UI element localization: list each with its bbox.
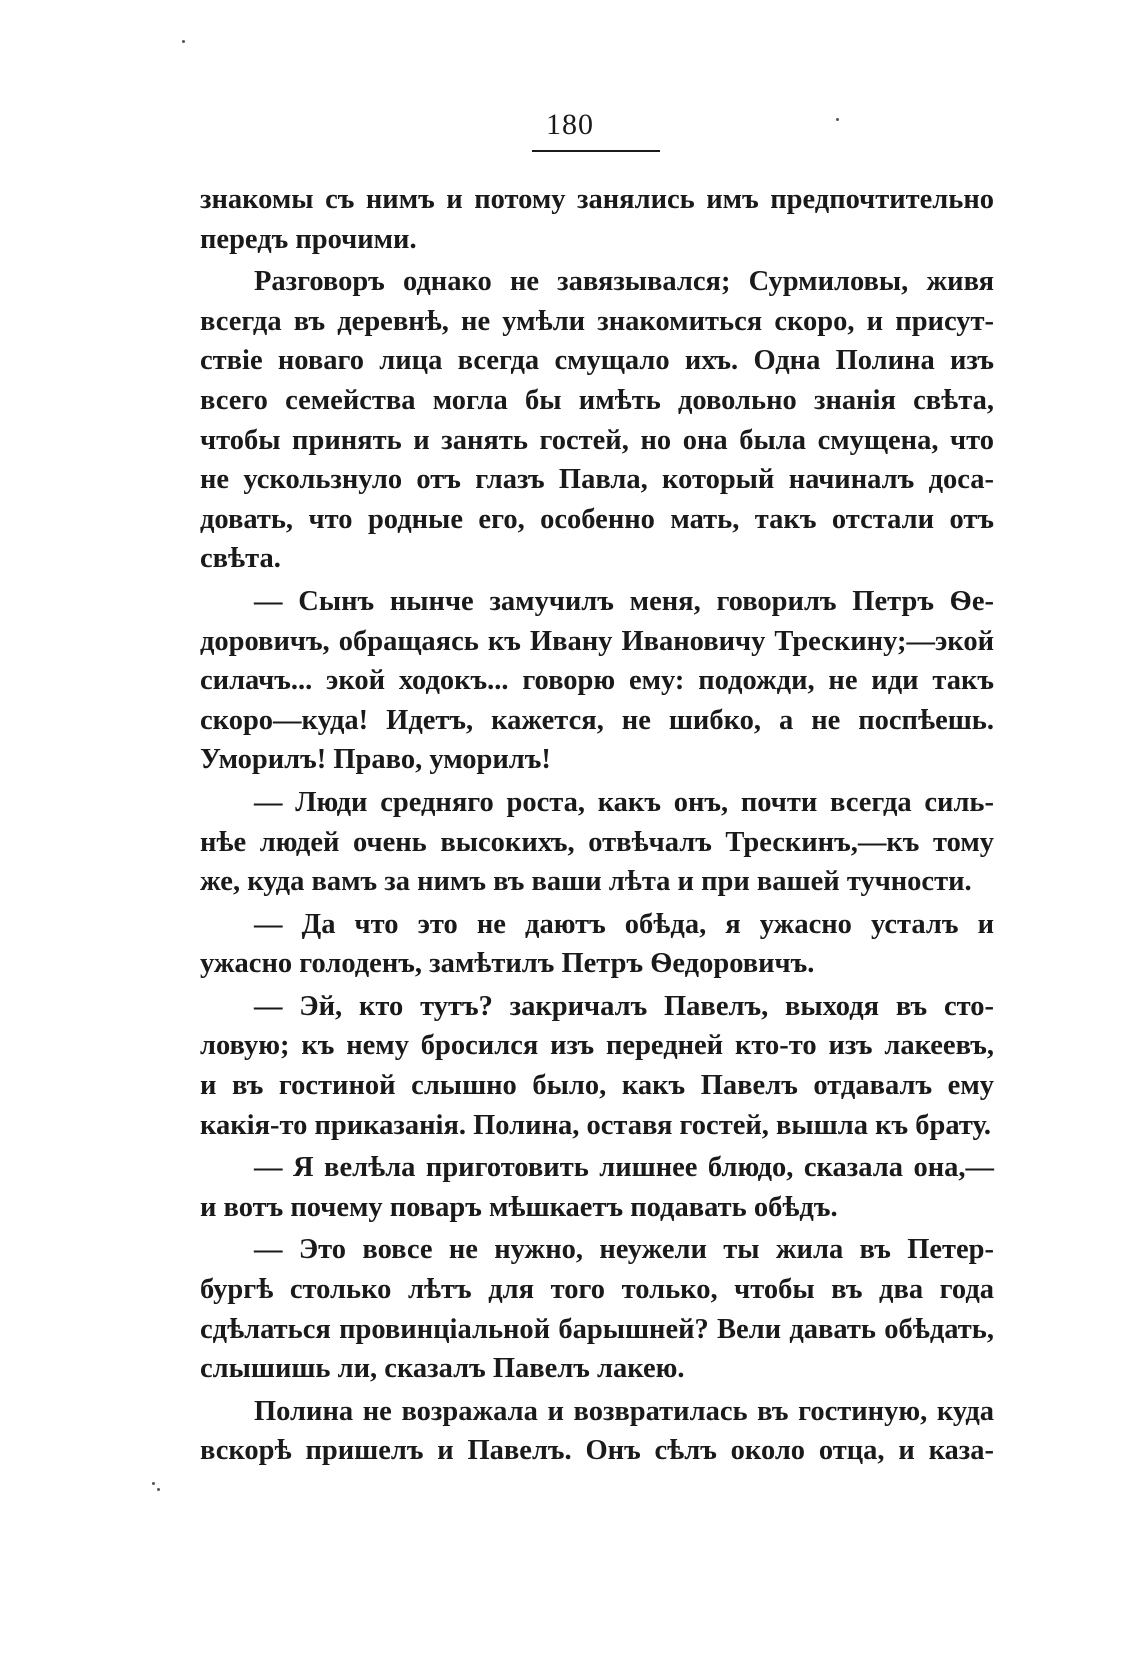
paragraph	[200, 783, 994, 902]
paragraph	[200, 987, 994, 1145]
page-number-rule	[532, 150, 660, 152]
text-line: чтобы принять и занять гостей, но она была смущена, что	[200, 424, 994, 456]
text-line: Разговоръ однако не завязывался; Сурмиловы, живя	[254, 266, 994, 298]
page-number: 180	[546, 108, 594, 141]
scan-speck	[836, 118, 839, 121]
text-line: ствіе новаго лица всегда смущало ихъ. Одна Полина изъ	[200, 345, 994, 377]
text-line: скоро—куда! Идетъ, кажется, не шибко, а не поспѣешь.	[200, 704, 994, 736]
paragraph	[200, 1148, 994, 1227]
text-line: всего семейства могла бы имѣть довольно знанія свѣта,	[200, 384, 994, 416]
text-line: и въ гостиной слышно было, какъ Павелъ отдавалъ ему	[200, 1070, 994, 1102]
text-line: слышишь ли, сказалъ Павелъ лакею.	[200, 1353, 685, 1385]
text-line: довать, что родные его, особенно мать, такъ отстали отъ	[200, 503, 994, 535]
text-line: же, куда вамъ за нимъ въ ваши лѣта и при вашей тучности.	[200, 866, 972, 898]
text-line: знакомы съ нимъ и потому занялись имъ предпочтительно	[200, 184, 994, 215]
text-line: силачъ... экой ходокъ... говорю ему: подожди, не иди такъ	[200, 665, 994, 697]
text-line: бургѣ столько лѣтъ для того только, чтобы въ два года	[200, 1274, 994, 1306]
text-line: — Сынъ нынче замучилъ меня, говорилъ Петръ Ѳе-	[254, 585, 994, 617]
paragraph	[200, 1230, 994, 1388]
text-line: вскорѣ пришелъ и Павелъ. Онъ сѣлъ около отца, и каза-	[200, 1435, 994, 1467]
text-line: — Люди средняго роста, какъ онъ, почти всегда силь-	[254, 786, 994, 818]
paragraph	[200, 262, 994, 579]
text-line: — Да что это не даютъ обѣда, я ужасно усталъ и	[254, 908, 994, 940]
text-line: и вотъ почему поваръ мѣшкаетъ подавать обѣдъ.	[200, 1191, 838, 1223]
text-line: доровичъ, обращаясь къ Ивану Ивановичу Трескину;—экой	[200, 625, 994, 657]
scan-speck	[182, 40, 185, 43]
scan-speck	[157, 1488, 160, 1491]
text-line: — Я велѣла приготовить лишнее блюдо, сказала она,—	[254, 1152, 994, 1184]
text-line: не ускользнуло отъ глазъ Павла, который начиналъ доса-	[200, 464, 994, 496]
text-line: ловую; къ нему бросился изъ передней кто-то изъ лакеевъ,	[200, 1030, 994, 1062]
text-line: нѣе людей очень высокихъ, отвѣчалъ Трескинъ,—къ тому	[200, 826, 994, 858]
text-line: ужасно голоденъ, замѣтилъ Петръ Ѳедоровичъ.	[200, 948, 815, 980]
scan-speck	[152, 1482, 155, 1485]
text-line: — Эй, кто тутъ? закричалъ Павелъ, выходя въ сто-	[254, 990, 994, 1022]
text-line: какія-то приказанія. Полина, оставя гостей, вышла къ брату.	[200, 1109, 992, 1141]
text-line: сдѣлаться провинціальной барышней? Вели давать обѣдать,	[200, 1313, 994, 1345]
text-line: — Это вовсе не нужно, неужели ты жила въ Петер-	[254, 1234, 994, 1266]
paragraph	[200, 582, 994, 780]
text-line: Уморилъ! Право, уморилъ!	[200, 744, 551, 776]
paragraph	[200, 905, 994, 984]
text-line: свѣта.	[200, 543, 281, 575]
text-line: всегда въ деревнѣ, не умѣли знакомиться скоро, и присут-	[200, 305, 994, 337]
paragraph	[200, 1392, 994, 1471]
paragraph	[200, 180, 994, 259]
body-text	[200, 180, 994, 1471]
text-line: Полина не возражала и возвратилась въ гостиную, куда	[254, 1395, 994, 1427]
text-line: передъ прочими.	[200, 223, 417, 255]
